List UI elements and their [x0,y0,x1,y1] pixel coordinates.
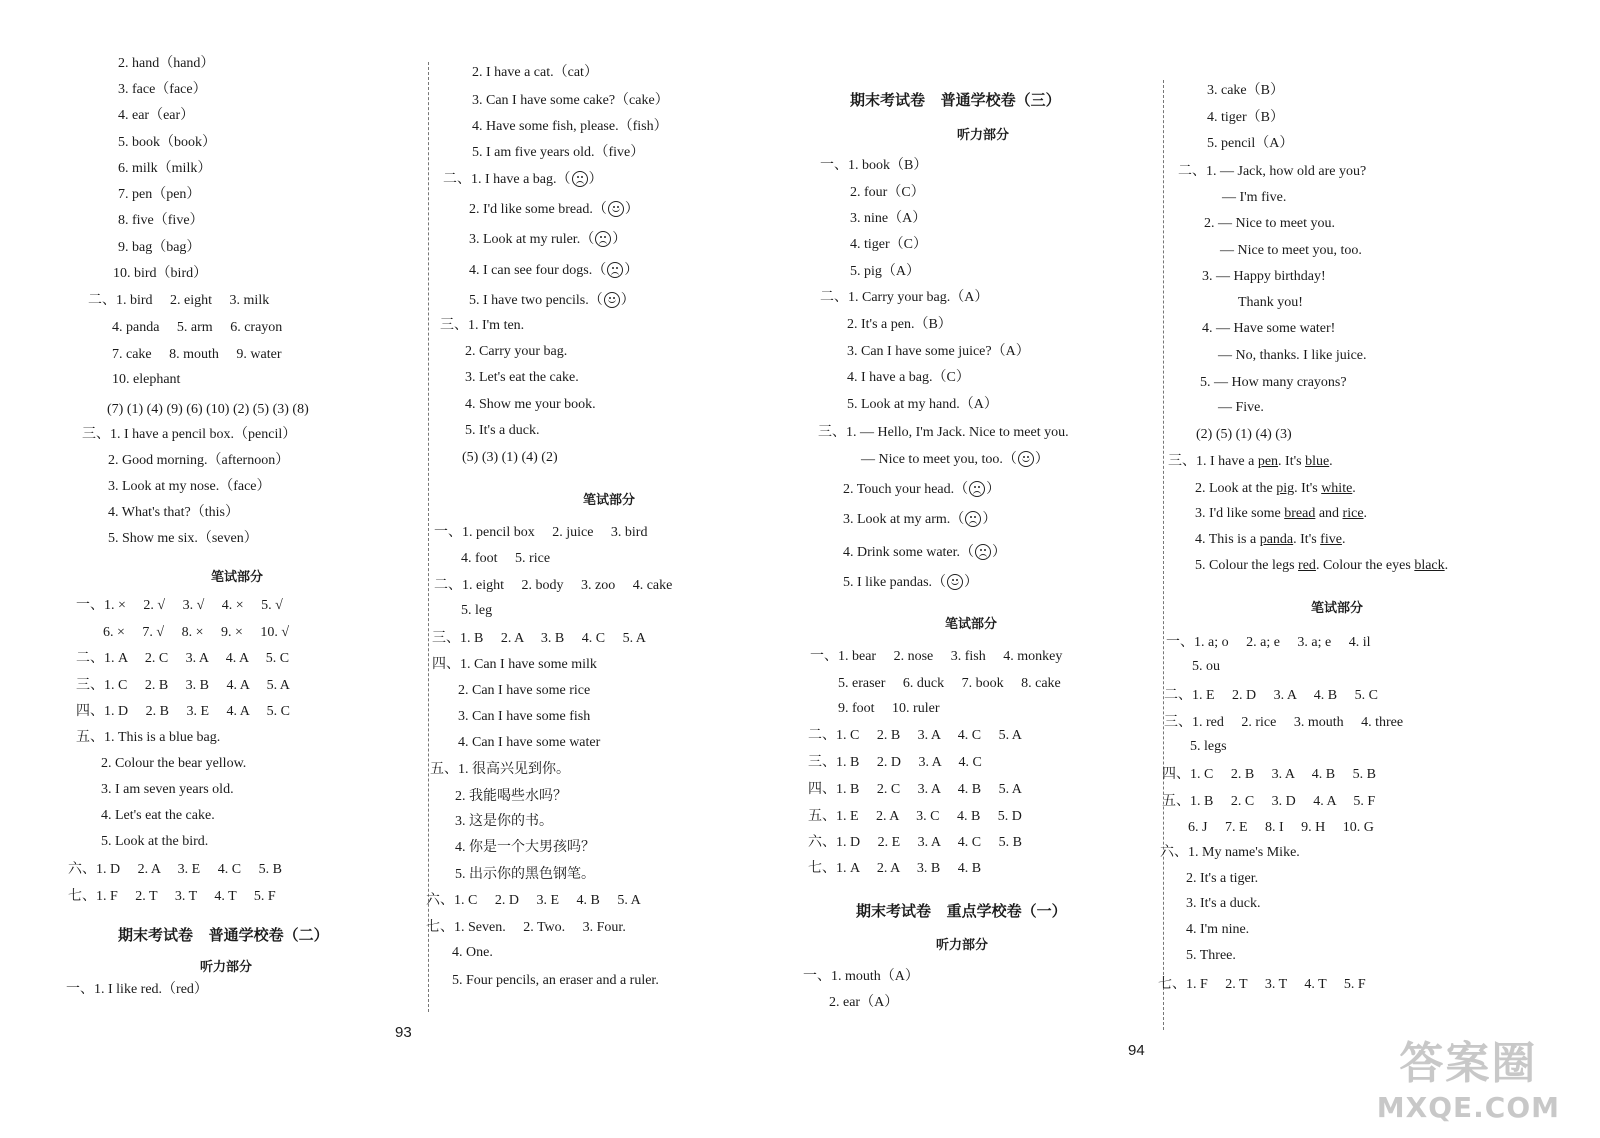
answer-line: 2. Can I have some rice [458,683,591,698]
answer-line: 二、1. Carry your bag.（A） [820,290,989,305]
answer-line: 3. Can I have some cake?（cake） [472,93,669,108]
answer-line: 一、1. pencil box 2. juice 3. bird [434,525,648,540]
answer-line: 七、1. Seven. 2. Two. 3. Four. [426,920,626,935]
answer-line: 4. This is a panda. It's five. [1195,532,1346,547]
answer-line: 4. Show me your book. [465,397,596,412]
happy-face-icon [947,574,963,590]
answer-line: 2. It's a tiger. [1186,871,1259,886]
answer-line: 5. Look at my hand.（A） [847,397,998,412]
answer-line: 2. — Nice to meet you. [1204,216,1336,231]
answer-line: — Five. [1218,400,1264,415]
answer-line: 4. What's that?（this） [108,505,239,520]
answer-line: 二、1. A 2. C 3. A 4. A 5. C [76,651,290,666]
answer-line: 6. J 7. E 8. I 9. H 10. G [1188,820,1374,835]
answer-line: 七、1. F 2. T 3. T 4. T 5. F [68,889,276,904]
answer-line: 4. I'm nine. [1186,922,1250,937]
answer-line: 三、1. I have a pen. It's blue. [1168,454,1333,469]
answer-line: 2. ear（A） [829,995,899,1010]
answer-line: 4. panda 5. arm 6. crayon [112,320,283,335]
answer-line: 5. pig（A） [850,264,920,279]
answer-line: 6. milk（milk） [118,161,212,176]
answer-line: (7) (1) (4) (9) (6) (10) (2) (5) (3) (8) [107,402,309,417]
answer-line: 3. face（face） [118,82,207,97]
answer-line: 五、1. This is a blue bag. [76,730,221,745]
answer-line: 4. — Have some water! [1202,321,1336,336]
answer-line: 5. Show me six.（seven） [108,531,258,546]
answer-line: 5. eraser 6. duck 7. book 8. cake [838,676,1061,691]
section-heading: 笔试部分 [211,570,264,585]
answer-line: — Nice to meet you, too.（ ） [861,452,1049,467]
answer-line: 5. 出示你的黑色钢笔。 [455,867,595,882]
sad-face-icon [965,511,981,527]
answer-line: 一、1. × 2. √ 3. √ 4. × 5. √ [76,598,283,613]
answer-line: (2) (5) (1) (4) (3) [1196,427,1292,442]
section-heading: 听力部分 [200,960,253,975]
answer-line: 三、1. B 2. A 3. B 4. C 5. A [432,631,646,646]
answer-line: 4. Have some fish, please.（fish） [472,119,668,134]
answer-line: 二、1. eight 2. body 3. zoo 4. cake [434,578,673,593]
answer-line: 5. pencil（A） [1207,136,1294,151]
answer-line: 六、1. D 2. E 3. A 4. C 5. B [808,835,1022,850]
answer-line: 3. Look at my nose.（face） [108,479,271,494]
exam-title: 期末考试卷 普通学校卷（三） [850,91,1061,109]
answer-line: 4. Can I have some water [458,735,601,750]
answer-line: 2. 我能喝些水吗？ [455,789,567,804]
answer-line: 五、1. B 2. C 3. D 4. A 5. F [1162,794,1376,809]
answer-line: 4. I have a bag.（C） [847,370,970,385]
answer-line: 4. I can see four dogs.（ ） [469,263,639,278]
answer-line: 3. — Happy birthday! [1202,269,1326,284]
answer-line: 一、1. mouth（A） [803,969,919,984]
answer-line: 3. Look at my ruler.（ ） [469,232,627,247]
answer-line: 5. I am five years old.（five） [472,145,645,160]
answer-line: (5) (3) (1) (4) (2) [462,450,558,465]
answer-line: 10. bird（bird） [113,266,208,281]
watermark-url: MXQE.COM [1376,1091,1560,1124]
answer-line: 一、1. bear 2. nose 3. fish 4. monkey [810,649,1063,664]
answer-line: 5. Three. [1186,948,1236,963]
answer-line: 5. — How many crayons? [1200,375,1347,390]
answer-line: 三、1. B 2. D 3. A 4. C [808,755,982,770]
answer-line: 2. Good morning.（afternoon） [108,453,290,468]
exam-title: 期末考试卷 普通学校卷（二） [118,926,329,944]
answer-line: 3. 这是你的书。 [455,814,553,829]
happy-face-icon [604,292,620,308]
answer-line: 4. ear（ear） [118,108,195,123]
answer-line: 4. One. [452,945,493,960]
section-heading: 听力部分 [957,128,1010,143]
answer-line: 3. cake（B） [1207,83,1284,98]
answer-line: 四、1. B 2. C 3. A 4. B 5. A [808,782,1022,797]
answer-line: 四、1. D 2. B 3. E 4. A 5. C [76,704,290,719]
answer-line: 5. legs [1190,739,1227,754]
answer-line: 8. five（five） [118,213,204,228]
answer-line: 2. hand（hand） [118,56,215,71]
answer-line: 二、1. E 2. D 3. A 4. B 5. C [1164,688,1378,703]
answer-line: 2. Colour the bear yellow. [101,756,247,771]
answer-line: 3. Can I have some fish [458,709,591,724]
answer-line: 3. It's a duck. [1186,896,1261,911]
answer-line: 5. leg [461,603,493,618]
answer-line: 一、1. book（B） [820,158,928,173]
answer-line: 一、1. a; o 2. a; e 3. a; e 4. il [1166,635,1371,650]
section-heading: 笔试部分 [1311,601,1364,616]
section-heading: 笔试部分 [945,617,998,632]
answer-line: 7. cake 8. mouth 9. water [112,347,282,362]
page-number: 94 [1128,1042,1145,1059]
answer-line: 四、1. C 2. B 3. A 4. B 5. B [1162,767,1376,782]
answer-line: — Nice to meet you, too. [1220,243,1362,258]
answer-line: 2. four（C） [850,185,925,200]
answer-line: 六、1. My name's Mike. [1160,845,1300,860]
answer-line: 七、1. A 2. A 3. B 4. B [808,861,982,876]
answer-line: 三、1. red 2. rice 3. mouth 4. three [1164,715,1404,730]
exam-title: 期末考试卷 重点学校卷（一） [856,902,1067,920]
answer-line: 2. It's a pen.（B） [847,317,952,332]
answer-line: 六、1. D 2. A 3. E 4. C 5. B [68,862,282,877]
answer-line: 2. I'd like some bread.（ ） [469,202,639,217]
answer-line: 7. pen（pen） [118,187,201,202]
sad-face-icon [975,544,991,560]
sad-face-icon [607,262,623,278]
section-heading: 笔试部分 [583,493,636,508]
answer-line: 4. tiger（C） [850,237,927,252]
page-number: 93 [395,1024,412,1041]
answer-line: 5. Look at the bird. [101,834,209,849]
answer-line: 二、1. I have a bag.（ ） [443,172,603,187]
answer-line: 3. nine（A） [850,211,927,226]
answer-line: 5. ou [1192,659,1220,674]
sad-face-icon [595,231,611,247]
answer-line: 三、1. C 2. B 3. B 4. A 5. A [76,678,290,693]
answer-line: 5. Colour the legs red. Colour the eyes black. [1195,558,1449,573]
answer-line: 5. It's a duck. [465,423,540,438]
sad-face-icon [969,481,985,497]
answer-line: 三、1. I'm ten. [440,318,525,333]
answer-line: 五、1. E 2. A 3. C 4. B 5. D [808,809,1022,824]
answer-line: — I'm five. [1222,190,1287,205]
answer-line: 2. Look at the pig. It's white. [1195,481,1356,496]
answer-line: 4. 你是一个大男孩吗？ [455,840,595,855]
answer-line: 3. Let's eat the cake. [465,370,579,385]
answer-line: 5. book（book） [118,135,216,150]
answer-line: 4. tiger（B） [1207,110,1284,125]
answer-line: 六、1. C 2. D 3. E 4. B 5. A [426,893,641,908]
answer-line: 10. elephant [112,372,181,387]
answer-line: 3. Can I have some juice?（A） [847,344,1030,359]
answer-line: 七、1. F 2. T 3. T 4. T 5. F [1158,977,1366,992]
answer-line: 9. bag（bag） [118,240,201,255]
answer-line: 5. Four pencils, an eraser and a ruler. [452,973,659,988]
answer-line: 四、1. Can I have some milk [432,657,597,672]
answer-line: 3. I am seven years old. [101,782,234,797]
watermark [1377,1027,1560,1124]
sad-face-icon [572,171,588,187]
answer-line: Thank you! [1238,295,1303,310]
answer-line: 4. Drink some water.（ ） [843,545,1007,560]
answer-line: 一、1. I like red.（red） [66,982,208,997]
answer-line: — No, thanks. I like juice. [1218,348,1367,363]
answer-line: 5. I like pandas.（ ） [843,575,979,590]
answer-line: 2. I have a cat.（cat） [472,65,598,80]
happy-face-icon [1018,451,1034,467]
answer-line: 2. Touch your head.（ ） [843,482,1001,497]
answer-line: 二、1. — Jack, how old are you? [1178,164,1367,179]
section-heading: 听力部分 [936,938,989,953]
answer-line: 五、1. 很高兴见到你。 [430,762,570,777]
happy-face-icon [608,201,624,217]
column-divider [428,62,429,1012]
answer-line: 二、1. C 2. B 3. A 4. C 5. A [808,728,1022,743]
answer-line: 4. foot 5. rice [461,551,551,566]
answer-line: 6. × 7. √ 8. × 9. × 10. √ [103,625,290,640]
answer-line: 2. Carry your bag. [465,344,568,359]
answer-line: 4. Let's eat the cake. [101,808,215,823]
column-divider [1163,80,1164,1030]
answer-line: 3. I'd like some bread and rice. [1195,506,1368,521]
answer-line: 3. Look at my arm.（ ） [843,512,997,527]
answer-line: 二、1. bird 2. eight 3. milk [88,293,270,308]
answer-line: 5. I have two pencils.（ ） [469,293,635,308]
answer-line: 9. foot 10. ruler [838,701,940,716]
watermark-logo: 答案圈 [1399,1038,1538,1089]
answer-line: 三、1. I have a pencil box.（pencil） [82,427,297,442]
answer-line: 三、1. — Hello, I'm Jack. Nice to meet you. [818,425,1069,440]
